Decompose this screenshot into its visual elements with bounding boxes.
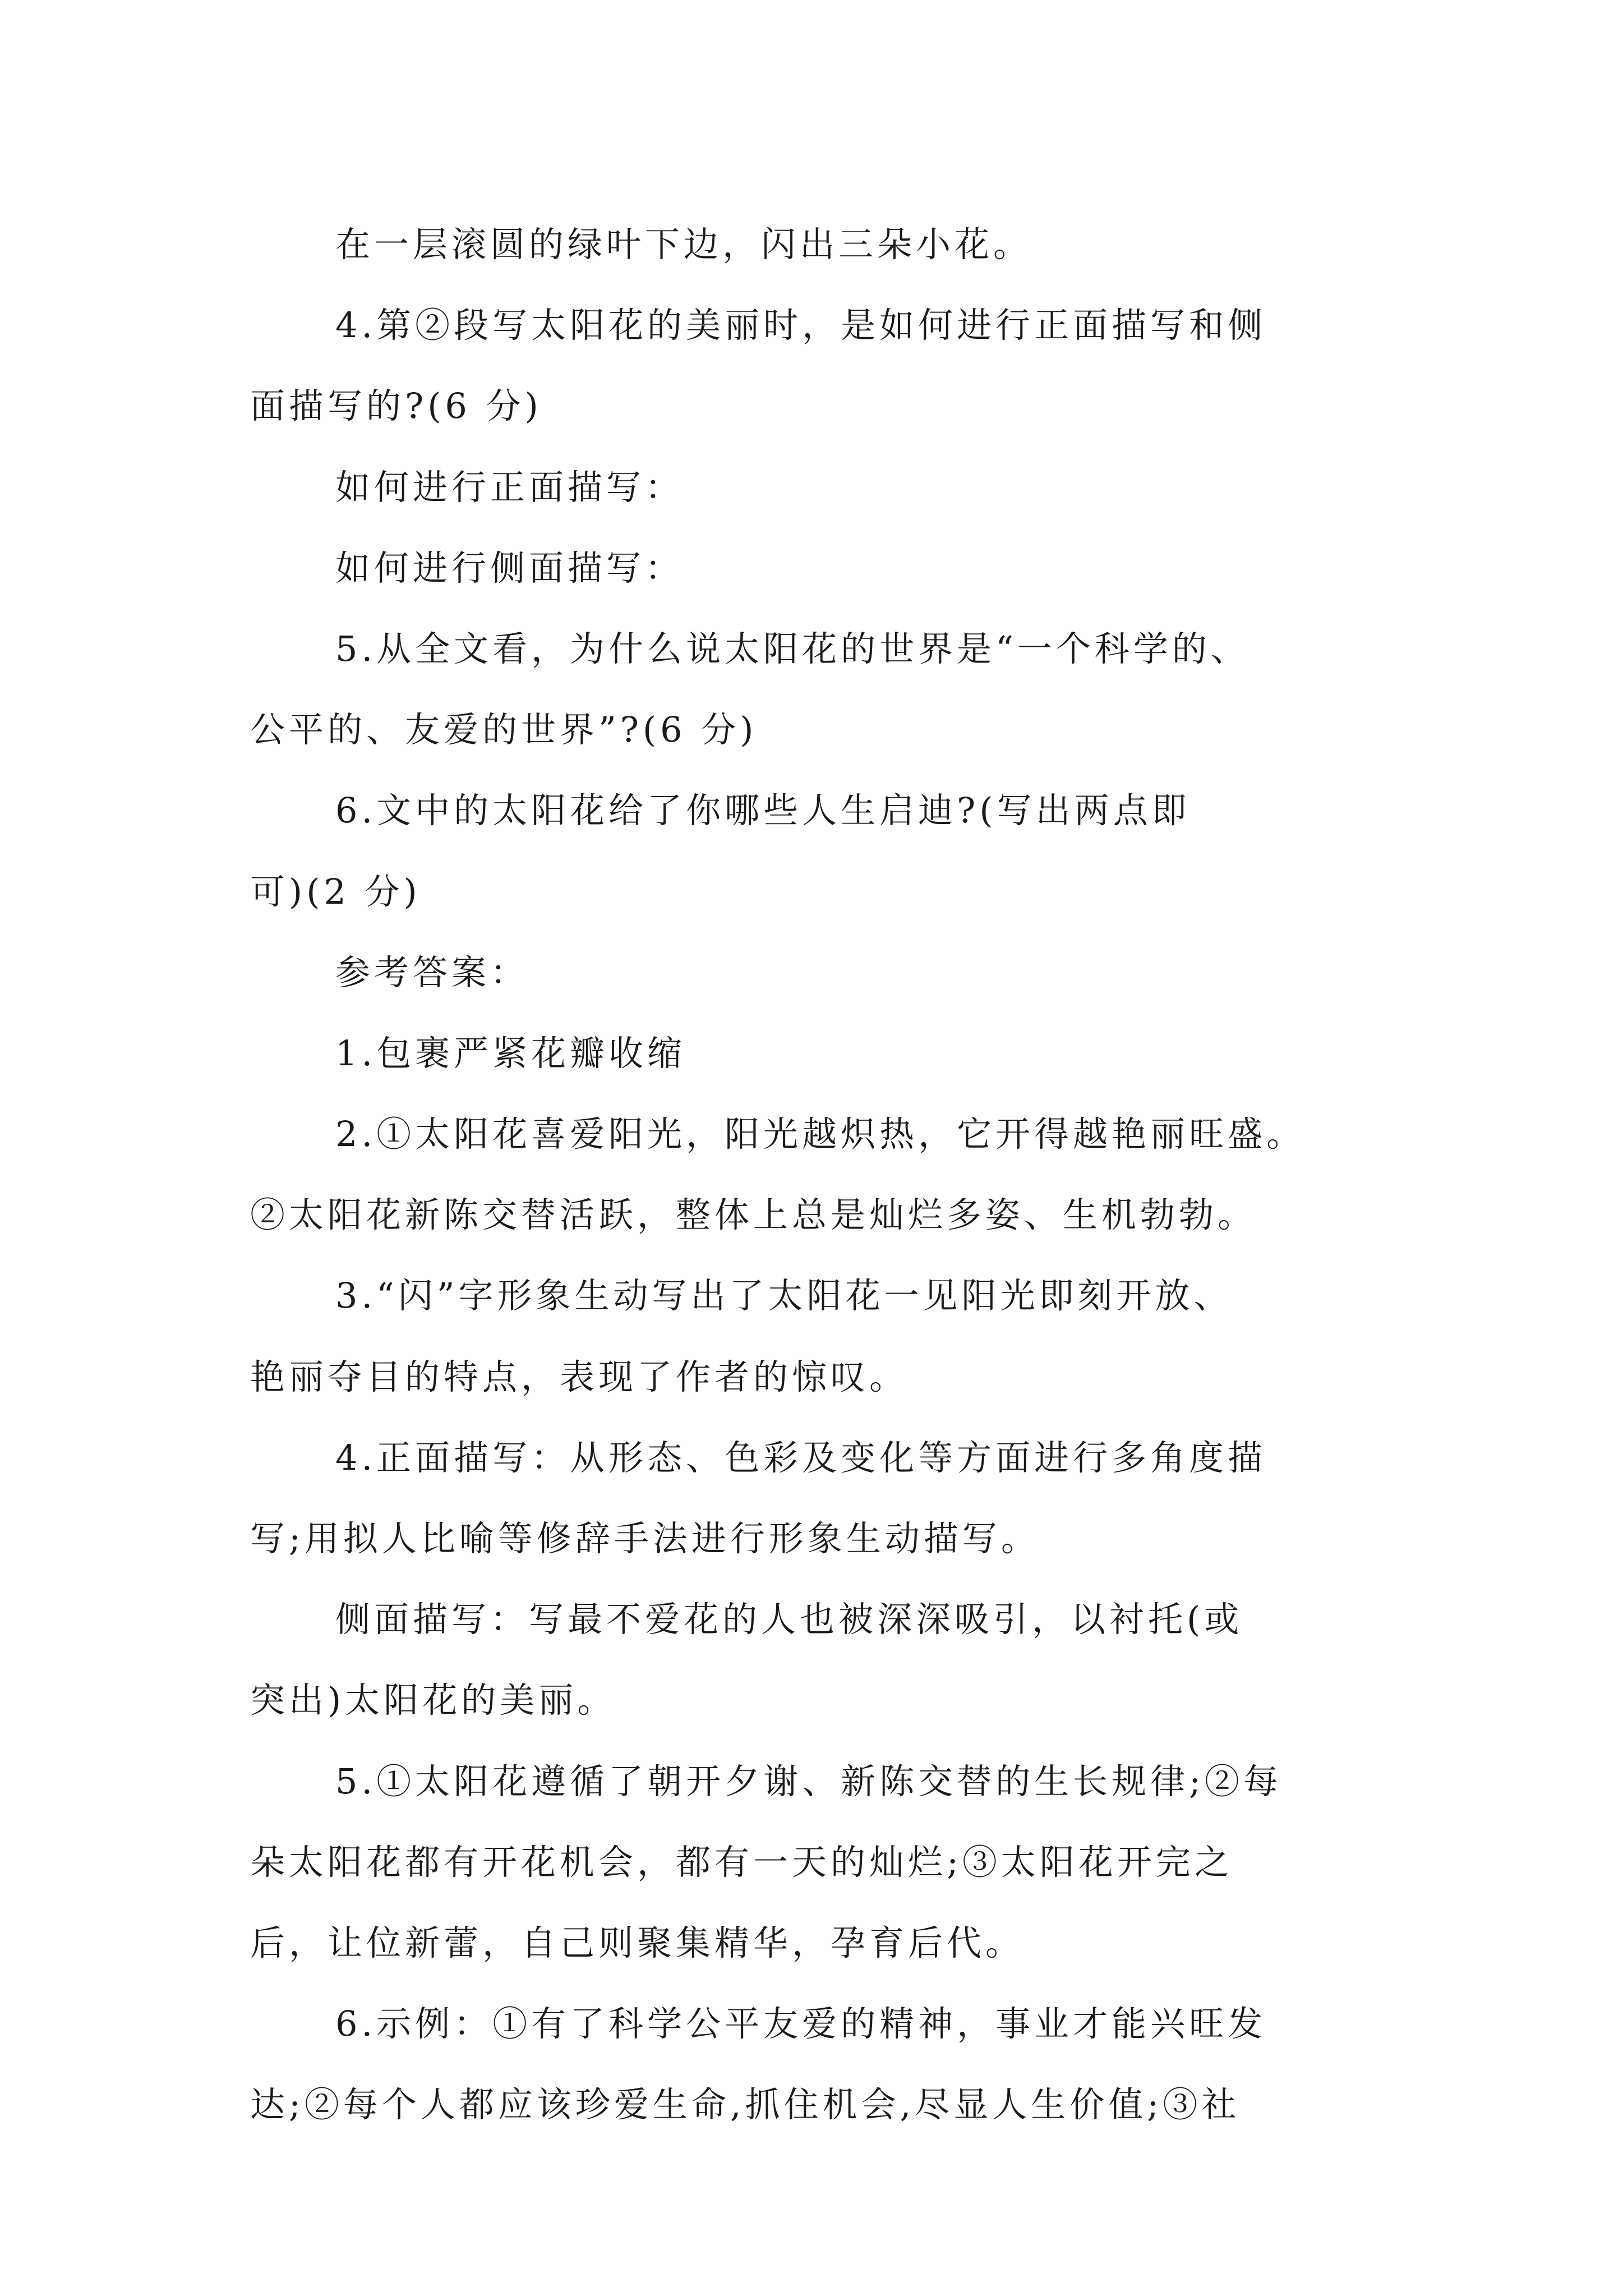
answer-4-line-1: 4.正面描写：从形态、色彩及变化等方面进行多角度描 <box>335 1437 1267 1478</box>
answer-6-line-1: 6.示例：①有了科学公平友爱的精神，事业才能兴旺发 <box>335 2003 1267 2045</box>
question-6-line-2: 可)(2 分) <box>250 871 421 912</box>
answer-1: 1.包裹严紧花瓣收缩 <box>335 1032 686 1074</box>
answer-3-line-1: 3.“闪”字形象生动写出了太阳花一见阳光即刻开放、 <box>335 1275 1233 1317</box>
answer-prompt-side: 如何进行侧面描写： <box>335 547 684 588</box>
question-5-line-1: 5.从全文看，为什么说太阳花的世界是“一个科学的、 <box>335 628 1249 669</box>
text-line-1: 在一层滚圆的绿叶下边，闪出三朵小花。 <box>335 224 1032 265</box>
answer-key-heading: 参考答案： <box>335 951 529 993</box>
answer-2-line-2: ②太阳花新陈交替活跃，整体上总是灿烂多姿、生机勃勃。 <box>250 1194 1257 1236</box>
answer-4-side-line-2: 突出)太阳花的美丽。 <box>250 1680 616 1721</box>
answer-4-line-2: 写;用拟人比喻等修辞手法进行形象生动描写。 <box>250 1518 1040 1559</box>
question-4-line-2: 面描写的?(6 分) <box>250 385 542 427</box>
answer-5-line-1: 5.①太阳花遵循了朝开夕谢、新陈交替的生长规律;②每 <box>335 1760 1283 1802</box>
answer-5-line-3: 后，让位新蕾，自己则聚集精华，孕育后代。 <box>250 1922 1025 1963</box>
answer-2-line-1: 2.①太阳花喜爱阳光，阳光越炽热，它开得越艳丽旺盛。 <box>335 1114 1306 1155</box>
question-4-line-1: 4.第②段写太阳花的美丽时，是如何进行正面描写和侧 <box>335 305 1267 346</box>
answer-6-line-2: 达;②每个人都应该珍爱生命,抓住机会,尽显人生价值;③社 <box>250 2084 1241 2125</box>
question-6-line-1: 6.文中的太阳花给了你哪些人生启迪?(写出两点即 <box>335 790 1191 831</box>
answer-5-line-2: 朵太阳花都有开花机会，都有一天的灿烂;③太阳花开完之 <box>250 1841 1233 1883</box>
question-5-line-2: 公平的、友爱的世界”?(6 分) <box>250 709 758 751</box>
answer-3-line-2: 艳丽夺目的特点，表现了作者的惊叹。 <box>250 1356 909 1397</box>
answer-4-side-line-1: 侧面描写：写最不爱花的人也被深深吸引，以衬托(或 <box>335 1599 1243 1640</box>
document-body <box>250 204 1383 2146</box>
answer-prompt-front: 如何进行正面描写： <box>335 466 684 508</box>
